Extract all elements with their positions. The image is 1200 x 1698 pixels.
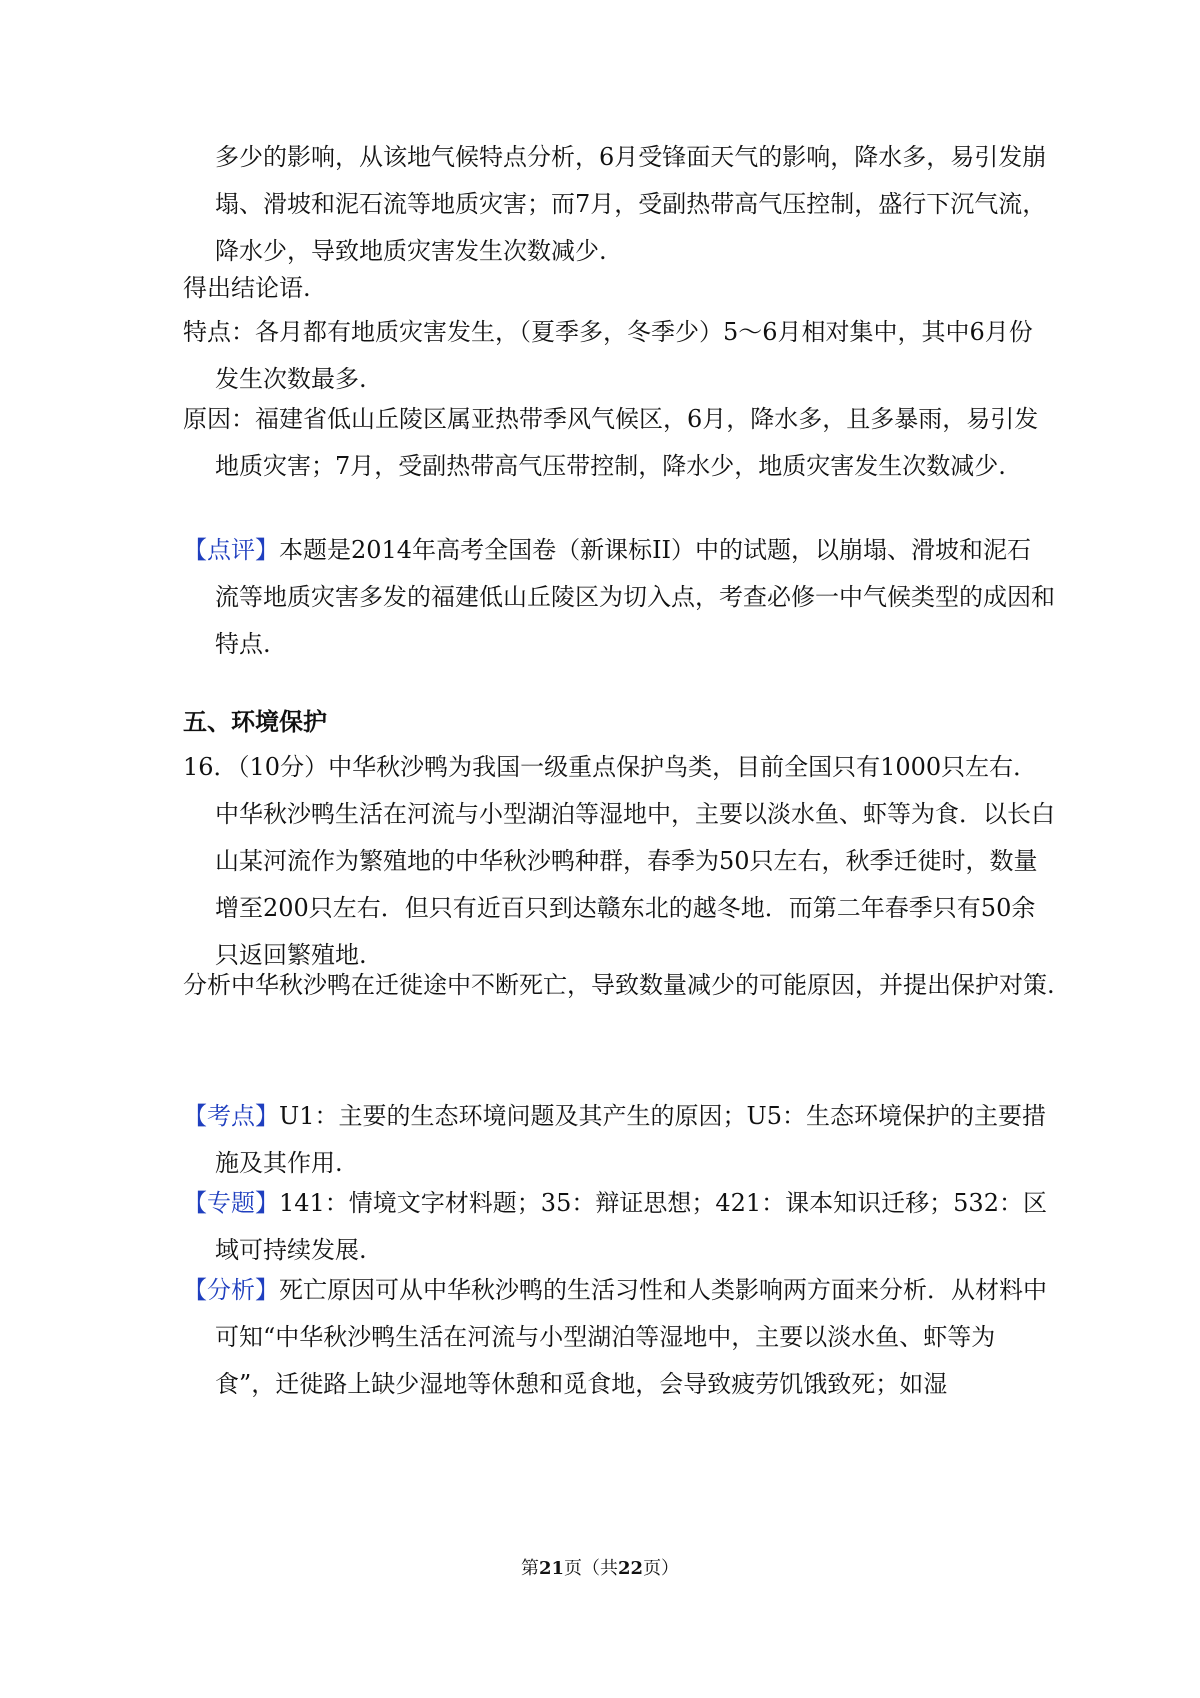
comment-text: 本题是2014年高考全国卷（新课标II）中的试题，以崩塌、滑坡和泥石流等地质灾害多发的福建低山丘陵区为切入点，考查必修一中气候类型的成因和特点.: [215, 536, 1055, 658]
footer-suffix: 页）: [643, 1558, 680, 1579]
footer-page-number: 21: [538, 1558, 564, 1579]
kaodian-paragraph: [183, 1093, 1055, 1187]
paragraph-causes: 原因：福建省低山丘陵区属亚热带季风气候区，6月，降水多，且多暴雨，易引发地质灾害；7月，受副热带高气压带控制，降水少，地质灾害发生次数减少.: [183, 405, 1039, 480]
footer-middle: 页（共: [564, 1558, 618, 1579]
paragraph-continuation: 多少的影响，从该地气候特点分析，6月受锋面天气的影响，降水多，易引发崩塌、滑坡和泥石流等地质灾害；而7月，受副热带高气压控制，盛行下沉气流，降水少，导致地质灾害发生次数减少.: [215, 143, 1047, 265]
question-16-prompt: 分析中华秋沙鸭在迁徙途中不断死亡，导致数量减少的可能原因，并提出保护对策.: [183, 971, 1055, 999]
question-16: 16．（10分）中华秋沙鸭为我国一级重点保护鸟类，目前全国只有1000只左右．中华秋沙鸭生活在河流与小型湖泊等湿地中，主要以淡水鱼、虾等为食．以长白山某河流作为繁殖地的中华秋沙鸭种群，春季为50只左右，秋季迁徙时，数量增至200只左右．但只有近百只到达赣东北的越冬地．而第二年春季只有50余只返回繁殖地.: [183, 753, 1055, 969]
paragraph-features: 特点：各月都有地质灾害发生，（夏季多，冬季少）5～6月相对集中，其中6月份发生次数最多.: [183, 318, 1033, 393]
page-footer: [0, 1557, 1200, 1581]
fenxi-paragraph: [183, 1267, 1055, 1408]
kaodian-tag: 【考点】: [183, 1102, 279, 1130]
comment-tag: 【点评】: [183, 536, 279, 564]
kaodian-text: U1：主要的生态环境问题及其产生的原因；U5：生态环境保护的主要措施及其作用.: [215, 1102, 1046, 1177]
footer-total-pages: 22: [618, 1558, 644, 1579]
section-heading: 五、环境保护: [183, 707, 327, 736]
zhuanti-paragraph: [183, 1180, 1055, 1274]
fenxi-text: 死亡原因可从中华秋沙鸭的生活习性和人类影响两方面来分析．从材料中可知“中华秋沙鸭生活在河流与小型湖泊等湿地中，主要以淡水鱼、虾等为食”，迁徙路上缺少湿地等休憩和觅食地，会导致疲劳饥饿致死；如湿: [215, 1276, 1047, 1398]
footer-prefix: 第: [520, 1558, 539, 1579]
paragraph-comment: [183, 527, 1055, 668]
zhuanti-tag: 【专题】: [183, 1189, 279, 1217]
fenxi-tag: 【分析】: [183, 1276, 279, 1304]
paragraph-conclusion: 得出结论语.: [183, 274, 311, 302]
zhuanti-text: 141：情境文字材料题；35：辩证思想；421：课本知识迁移；532：区域可持续发展.: [215, 1189, 1047, 1264]
